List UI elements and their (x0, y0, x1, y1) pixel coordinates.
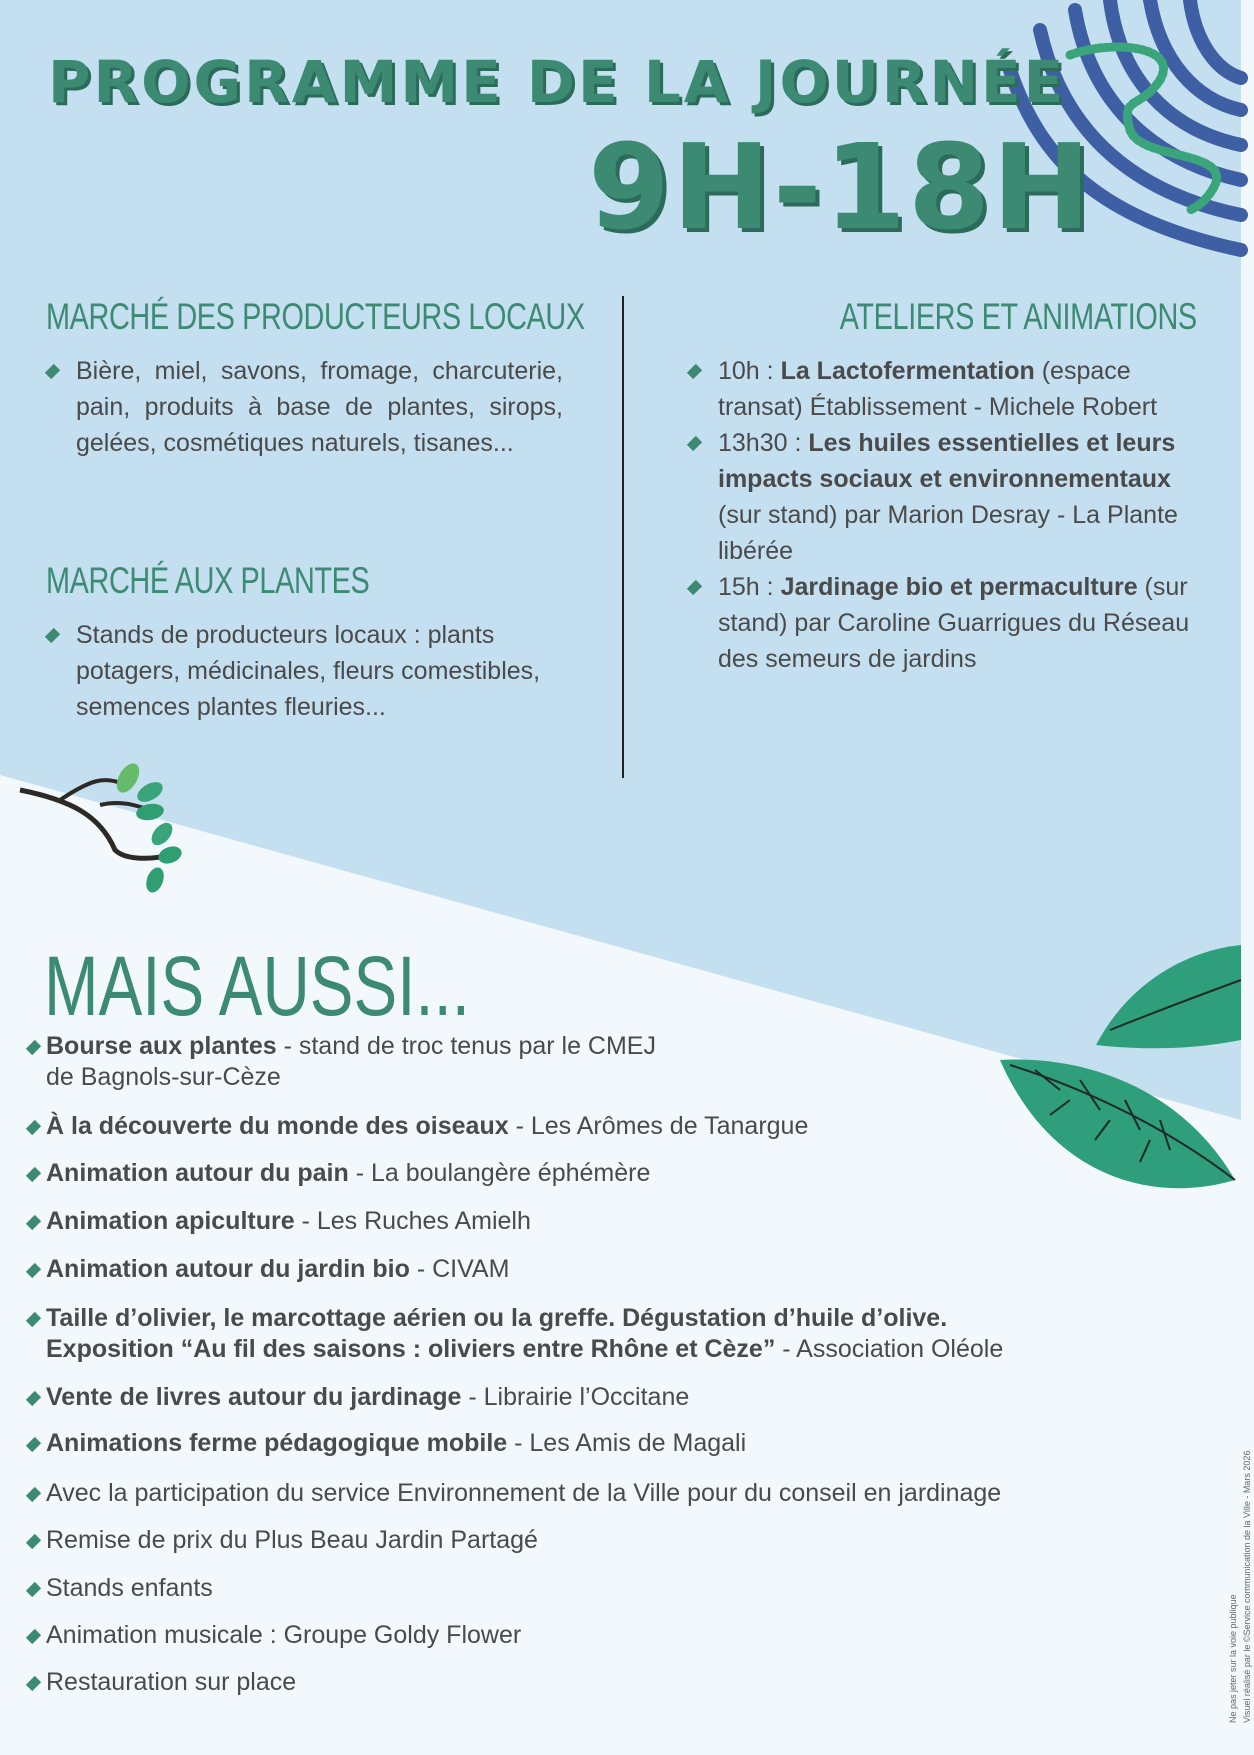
workshop-item: 13h30 : Les huiles essentielles et leurs impacts sociaux et environnementaux (sur stand) par Marion Desray - La Plante libérée (690, 425, 1205, 569)
column-divider (622, 296, 624, 778)
workshop-item: 15h : Jardinage bio et permaculture (sur stand) par Caroline Guarrigues du Réseau des semeurs de jardins (690, 569, 1205, 677)
more-list-item: Animation apiculture - Les Ruches Amielh (26, 1206, 1178, 1237)
opening-hours: 9H-18H (588, 118, 1093, 256)
credit-notice (1226, 1451, 1254, 1723)
local-market-list (48, 353, 563, 461)
list-item: Bière, miel, savons, fromage, charcuterie, pain, produits à base de plantes, sirops, gelées, cosmétiques naturels, tisanes... (48, 353, 563, 461)
bullet-icon (687, 580, 702, 595)
section-title-more: MAIS AUSSI... (44, 939, 471, 1033)
more-list-item: À la découverte du monde des oiseaux - Les Arômes de Tanargue (26, 1111, 1178, 1142)
more-list-item: Animation musicale : Groupe Goldy Flower (26, 1620, 1178, 1651)
more-list-item: Animation autour du jardin bio - CIVAM (26, 1254, 1178, 1285)
more-list-item: Stands enfants (26, 1573, 1178, 1604)
bullet-icon (687, 436, 702, 451)
more-list-item: Taille d’olivier, le marcottage aérien ou la greffe. Dégustation d’huile d’olive. Exposition “Au fil des saisons : oliviers entre Rhône et Cèze” - Association Oléole (26, 1303, 1178, 1365)
more-list-item: Animation autour du pain - La boulangère éphémère (26, 1158, 1178, 1189)
section-title-local-market: MARCHÉ DES PRODUCTEURS LOCAUX (46, 296, 585, 337)
workshops-list (690, 353, 1205, 677)
more-list-item: Remise de prix du Plus Beau Jardin Partagé (26, 1525, 1178, 1556)
plant-market-list (48, 617, 578, 725)
more-list-item: Restauration sur place (26, 1667, 1178, 1698)
bullet-icon (45, 364, 60, 379)
section-title-workshops: ATELIERS ET ANIMATIONS (839, 296, 1197, 337)
bullet-icon (687, 364, 702, 379)
more-list-item: Bourse aux plantes - stand de troc tenus par le CMEJ de Bagnols-sur-Cèze (26, 1031, 1178, 1093)
bullet-icon (45, 628, 60, 643)
credit-line: Visuel réalisé par le ©Service communication de la Ville - Mars 2026 (1242, 1450, 1252, 1723)
workshop-item: 10h : La Lactofermentation (espace transat) Établissement - Michele Robert (690, 353, 1205, 425)
credit-line: Ne pas jeter sur la voie publique (1228, 1594, 1238, 1723)
more-list-item: Avec la participation du service Environnement de la Ville pour du conseil en jardinage (26, 1478, 1178, 1509)
page-title: PROGRAMME DE LA JOURNÉE (48, 48, 1067, 116)
list-item: Stands de producteurs locaux : plants potagers, médicinales, fleurs comestibles, semences plantes fleuries... (48, 617, 578, 725)
section-title-plant-market: MARCHÉ AUX PLANTES (46, 560, 370, 601)
more-list-item: Vente de livres autour du jardinage - Librairie l’Occitane (26, 1382, 1178, 1413)
more-list-item: Animations ferme pédagogique mobile - Les Amis de Magali (26, 1428, 1178, 1459)
